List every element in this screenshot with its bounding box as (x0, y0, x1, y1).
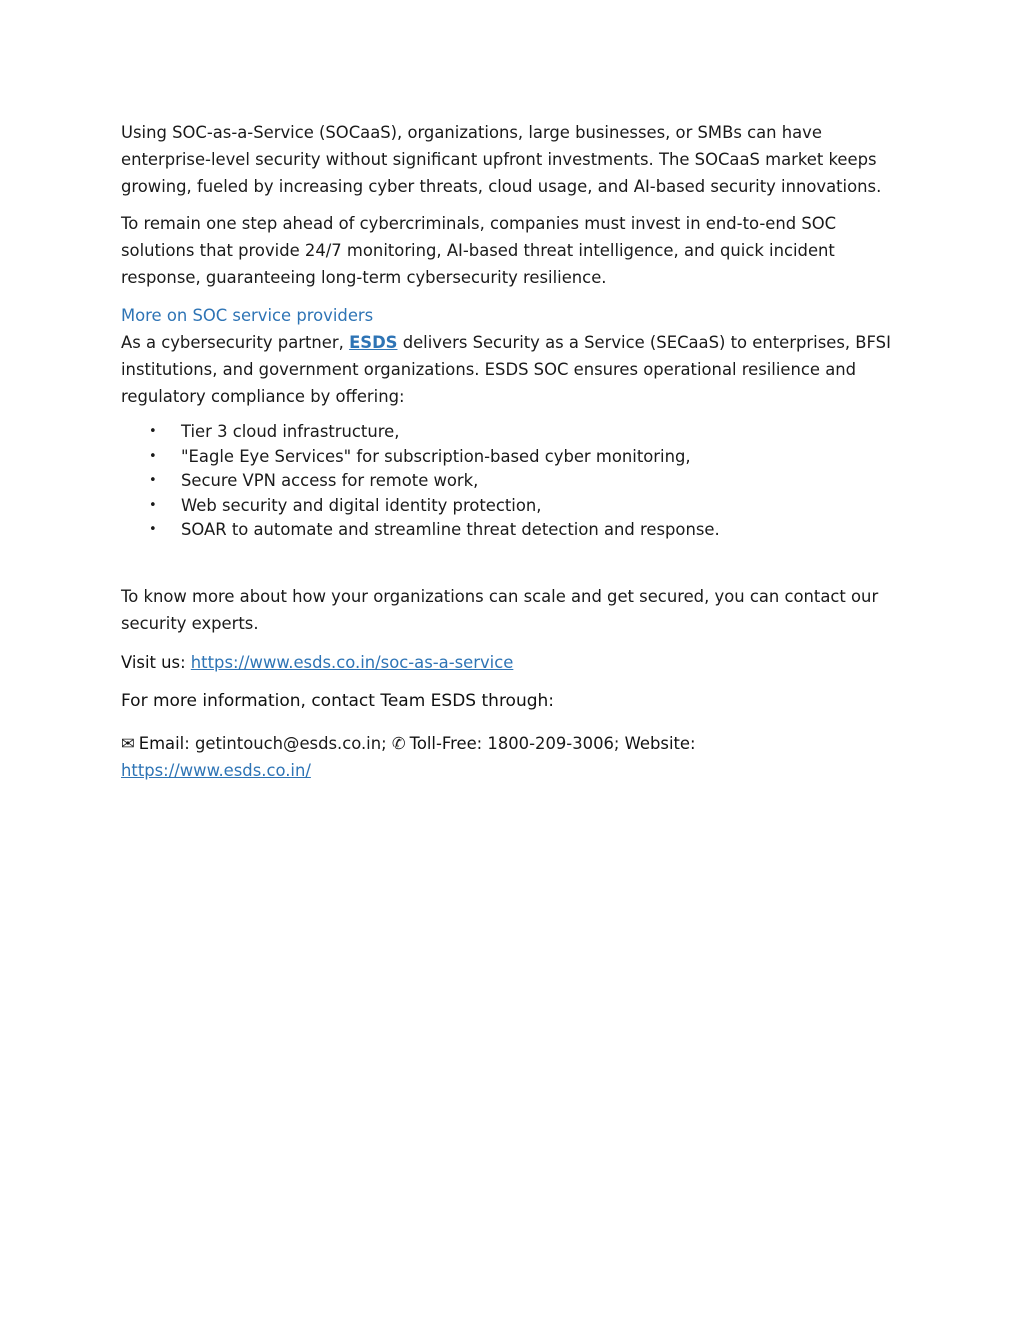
document-body (121, 119, 911, 784)
bullet-icon: • (149, 424, 157, 439)
contact-title: For more information, contact Team ESDS through: (121, 690, 555, 711)
contact-line (121, 730, 911, 784)
offerings-list (121, 420, 911, 543)
list-item (121, 469, 911, 494)
list-item (121, 494, 911, 519)
bullet-icon: • (149, 473, 157, 488)
email-label: Email (138, 733, 185, 753)
resilience-paragraph: To remain one step ahead of cybercriminals, companies must invest in end-to-end SOC solutions that provide 24/7 monitoring, AI-based threat intelligence, and quick incident response, guaranteeing long-term cybersecurity resilience. (121, 214, 837, 287)
list-item (121, 518, 911, 543)
esds-link[interactable]: ESDS (349, 333, 398, 352)
website-link[interactable]: https://www.esds.co.in/ (121, 760, 311, 780)
know-more-paragraph: To know more about how your organizations can scale and get secured, you can contact our security experts. (121, 586, 879, 633)
list-item-text: Tier 3 cloud infrastructure, (181, 422, 400, 441)
providers-heading: More on SOC service providers (121, 306, 374, 325)
providers-text-after: delivers Security as a Service (SECaaS) to enterprises, BFSI institutions, and government organizations. ESDS SOC ensures operational resilience and regulatory compliance by offering: (121, 333, 891, 406)
list-item-text: Web security and digital identity protection, (181, 495, 542, 515)
bullet-icon: • (149, 497, 157, 513)
intro-paragraph: Using SOC-as-a-Service (SOCaaS), organizations, large businesses, or SMBs can have enterprise-level security without significant upfront investments. The SOCaaS market keeps growing, fueled by increasing cyber threats, cloud usage, and AI-based security innovations. (121, 123, 882, 196)
bullet-icon: • (149, 448, 157, 464)
list-item-text: Secure VPN access for remote work, (181, 471, 479, 490)
toll-free-label: Toll-Free: (409, 733, 483, 753)
phone-icon: ✆ (391, 733, 406, 753)
list-item-text: "Eagle Eye Services" for subscription-based cyber monitoring, (181, 446, 691, 466)
list-item-text: SOAR to automate and streamline threat detection and response. (181, 520, 720, 539)
list-item (121, 420, 911, 445)
soc-service-link[interactable]: https://www.esds.co.in/soc-as-a-service (190, 652, 514, 672)
bullet-icon: • (149, 522, 157, 537)
envelope-icon: ✉ (121, 733, 135, 753)
list-item (121, 445, 911, 470)
providers-paragraph (121, 329, 911, 410)
visit-line (121, 649, 911, 676)
providers-text-before: As a cybersecurity partner, (121, 333, 350, 352)
toll-free-value: 1800-209-3006; (482, 733, 625, 753)
email-value: : getintouch@esds.co.in; (184, 733, 392, 753)
website-label: Website: (624, 733, 696, 753)
visit-label: Visit us: (121, 652, 191, 672)
